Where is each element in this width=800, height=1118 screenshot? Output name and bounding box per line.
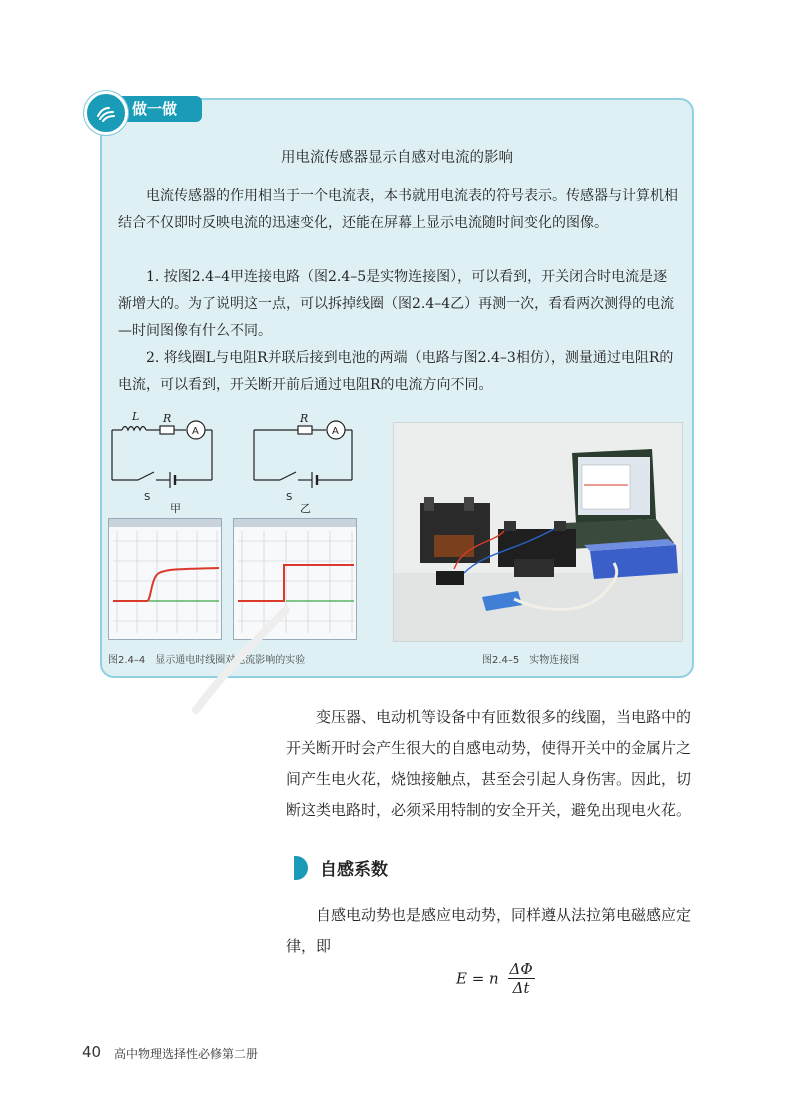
switch-label-b: S [286,492,293,503]
apparatus-photo [393,422,683,642]
section-marker [294,856,308,880]
hand-icon [95,102,117,124]
formula-denominator: Δt [512,979,530,997]
circuit-diagram-a [108,408,220,516]
activity-badge [84,91,200,125]
inductor-label-a: L [132,410,140,423]
circuit-caption-a: 甲 [170,502,181,515]
page-number: 40 [82,1043,102,1061]
figure-caption-left: 图2.4–4 显示通电时线圈对电流影响的实验 [108,655,306,666]
activity-title: 用电流传感器显示自感对电流的影响 [281,150,513,166]
formula-numerator: ΔΦ [509,960,533,978]
section-title: 自感系数 [320,860,388,880]
ammeter-label-b: A [332,426,339,437]
activity-paragraph-3: 2. 将线圈L与电阻R并联后接到电池的两端（电路与图2.4–3相仿），测量通过电阻R的电流，可以看到，开关断开前后通过电阻R的电流方向不同。 [118,350,674,393]
activity-paragraph-1: 电流传感器的作用相当于一个电流表，本书就用电流表的符号表示。传感器与计算机相结合不仅即时反映电流的迅速变化，还能在屏幕上显示电流随时间变化的图像。 [118,188,678,231]
circuit-caption-b: 乙 [300,502,311,515]
faraday-formula [456,960,535,997]
resistor-label-b: R [300,412,309,425]
activity-badge-circle [84,91,128,135]
ammeter-label-a: A [192,426,199,437]
circuit-diagram-b [250,408,362,516]
activity-paragraph-2: 1. 按图2.4–4甲连接电路（图2.4–5是实物连接图），可以看到，开关闭合时电流是逐渐增大的。为了说明这一点，可以拆掉线圈（图2.4–4乙）再测一次，看看两次测得的电流—时间图像有什么不同。 [118,269,675,339]
figure-caption-right: 图2.4–5 实物连接图 [482,655,580,666]
formula-lhs: E = n [456,969,499,988]
activity-badge-label: 做一做 [132,100,178,118]
switch-label-a: S [144,492,151,503]
resistor-label-a: R [163,412,172,425]
book-title: 高中物理选择性必修第二册 [114,1047,259,1061]
body-paragraph-2: 自感电动势也是感应电动势，同样遵从法拉第电磁感应定律，即 [286,906,692,955]
body-paragraph-1: 变压器、电动机等设备中有匝数很多的线圈，当电路中的开关断开时会产生很大的自感电动势，使得开关中的金属片之间产生电火花，烧蚀接触点，甚至会引起人身伤害。因此，切断这类电路时，必须采用特制的安全开关，避免出现电火花。 [286,708,692,819]
